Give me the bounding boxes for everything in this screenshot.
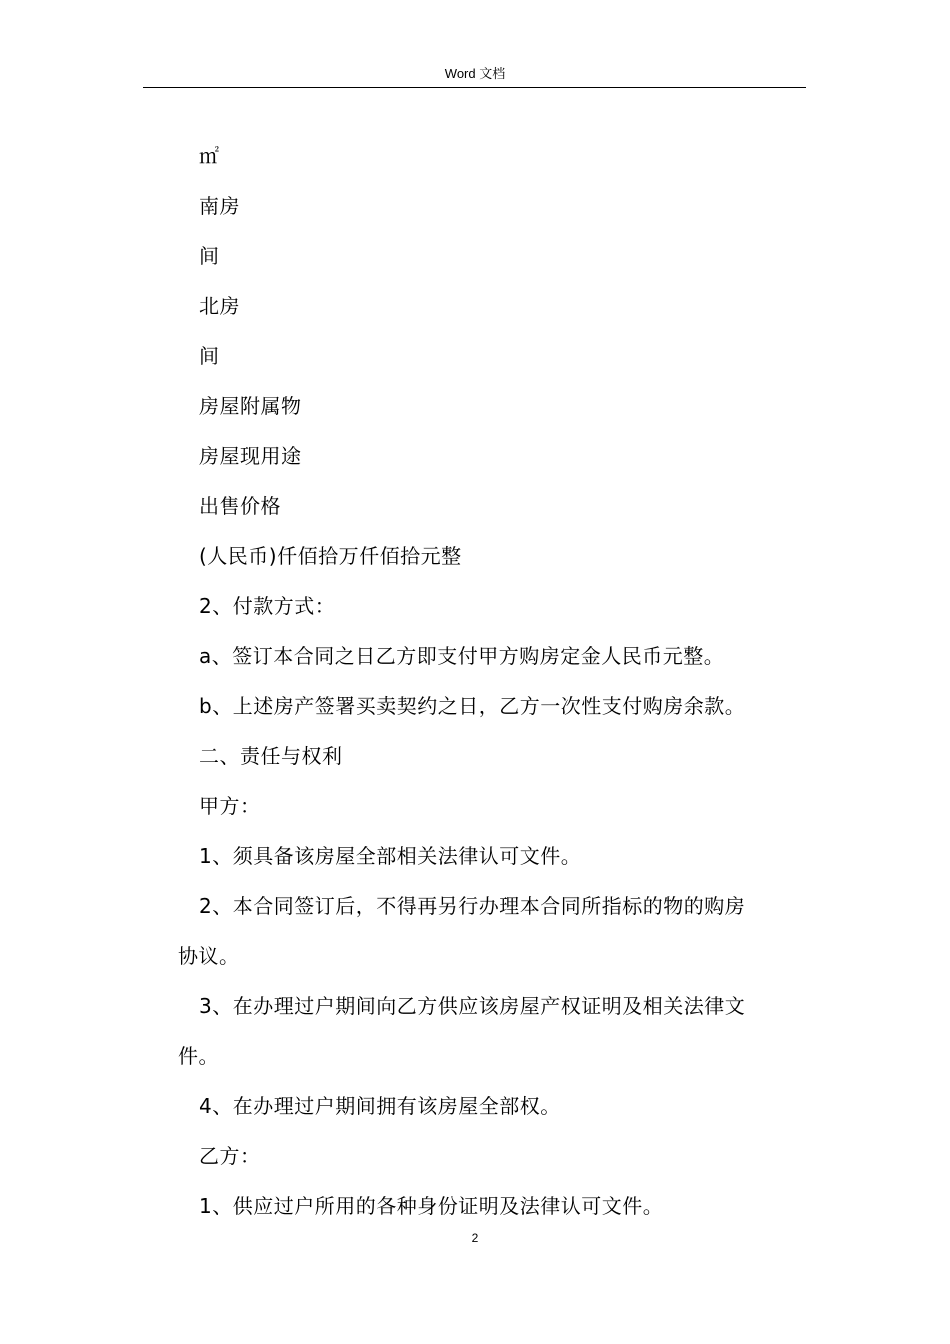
paragraph-section-rights: 二、责任与权利 bbox=[199, 744, 343, 768]
paragraph-current-use: 房屋现用途 bbox=[199, 444, 302, 468]
paragraph-party-a: 甲方： bbox=[199, 794, 261, 818]
paragraph-payment-b: b、上述房产签署买卖契约之日，乙方一次性支付购房余款。 bbox=[199, 694, 746, 718]
paragraph-room-2: 间 bbox=[199, 344, 220, 368]
paragraph-party-a-item-1: 1、须具备该房屋全部相关法律认可文件。 bbox=[199, 844, 582, 868]
paragraph-party-a-item-2: 2、本合同签订后，不得再另行办理本合同所指标的物的购房 bbox=[199, 894, 746, 918]
paragraph-price-amount: (人民币)仟佰拾万仟佰拾元整 bbox=[199, 544, 462, 568]
paragraph-party-a-item-3-cont: 件。 bbox=[178, 1044, 219, 1068]
paragraph-payment-a: a、签订本合同之日乙方即支付甲方购房定金人民币元整。 bbox=[199, 644, 725, 668]
paragraph-party-b: 乙方： bbox=[199, 1144, 261, 1168]
paragraph-sale-price: 出售价格 bbox=[199, 494, 281, 518]
document-body bbox=[178, 131, 798, 1231]
paragraph-party-a-item-2-cont: 协议。 bbox=[178, 944, 240, 968]
paragraph-party-b-item-1: 1、供应过户所用的各种身份证明及法律认可文件。 bbox=[199, 1194, 664, 1218]
paragraph-unit: ㎡ bbox=[199, 144, 220, 168]
header-divider bbox=[143, 87, 806, 88]
paragraph-north-room: 北房 bbox=[199, 294, 240, 318]
paragraph-party-a-item-4: 4、在办理过户期间拥有该房屋全部权。 bbox=[199, 1094, 561, 1118]
paragraph-attachments: 房屋附属物 bbox=[199, 394, 302, 418]
paragraph-room-1: 间 bbox=[199, 244, 220, 268]
paragraph-payment-method: 2、付款方式： bbox=[199, 594, 336, 618]
page-header: Word 文档 bbox=[444, 66, 506, 81]
paragraph-south-room: 南房 bbox=[199, 194, 240, 218]
page-number: 2 bbox=[471, 1231, 479, 1245]
paragraph-party-a-item-3: 3、在办理过户期间向乙方供应该房屋产权证明及相关法律文 bbox=[199, 994, 746, 1018]
